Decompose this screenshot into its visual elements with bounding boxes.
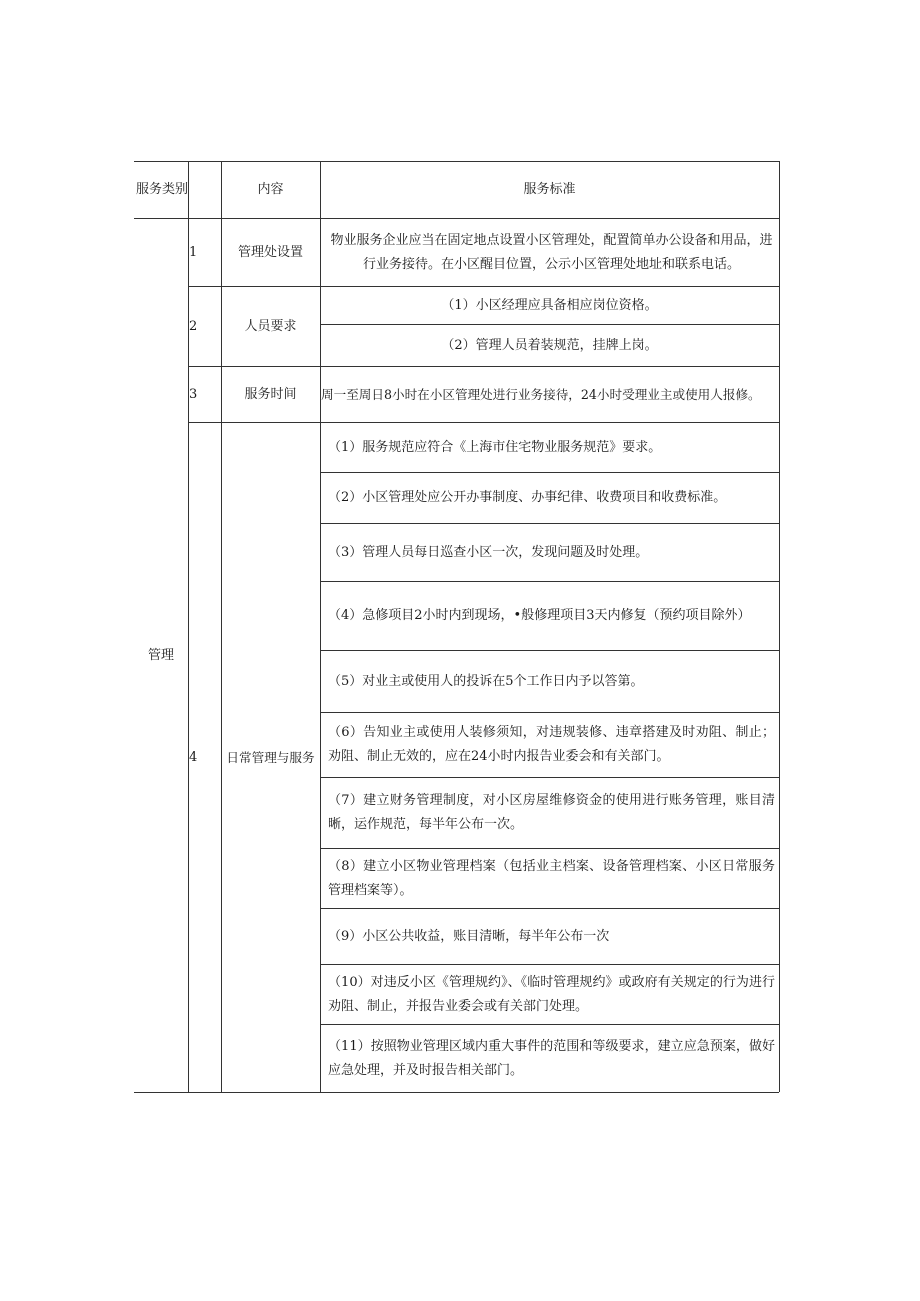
standard-text: （2）小区管理处应公开办事制度、办事纪律、收费项目和收费标准。 (328, 490, 727, 505)
category-label: 管理 (147, 647, 174, 663)
standard-text: （10）对违反小区《管理规约》、《临时管理规约》或政府有关规定的行为进行劝阻、制止，并报告业委会或有关部门处理。 (328, 974, 775, 1014)
standard-text: （1）服务规范应符合《上海市住宅物业服务规范》要求。 (328, 439, 662, 455)
row-number: 3 (189, 386, 198, 402)
header-category: 服务类别 (136, 182, 189, 197)
row-item: 人员要求 (244, 318, 297, 334)
standard-text: 周一至周日8小时在小区管理处进行业务接待，24小时受理业主或使用人报修。 (321, 386, 761, 402)
row-item: 管理处设置 (237, 244, 303, 260)
standard-text: （11）按照物业管理区域内重大事件的范围和等级要求，建立应急预案，做好应急处理，并及时报告相关部门。 (328, 1038, 775, 1078)
standard-text: （1）小区经理应具备相应岗位资格。 (441, 297, 658, 313)
standard-text: （9）小区公共收益，账目清晰，每半年公布一次 (328, 928, 610, 944)
column-rule (779, 161, 780, 1092)
header-content: 内容 (257, 182, 284, 197)
standard-text: （3）管理人员每日巡查小区一次，发现问题及时处理。 (328, 544, 649, 560)
standard-cell (320, 849, 779, 908)
standard-text: （8）建立小区物业管理档案（包括业主档案、设备管理档案、小区日常服务管理档案等）。 (328, 858, 775, 898)
header-standard: 服务标准 (523, 182, 576, 197)
standard-text: （6）告知业主或使用人装修须知，对违规装修、违章搭建及时劝阻、制止；劝阻、制止无效的，应在24小时内报告业委会和有关部门。 (328, 725, 775, 764)
table-bottom-rule (134, 1092, 779, 1093)
standard-text: （4）急修项目2小时内到现场，•般修理项目3天内修复（预约项目除外） (328, 608, 751, 623)
standard-cell (320, 965, 779, 1024)
standard-cell (320, 713, 779, 777)
standard-text: （2）管理人员着装规范，挂牌上岗。 (441, 337, 658, 353)
row-number: 4 (189, 749, 198, 765)
row-number: 1 (189, 244, 198, 260)
standard-text: （7）建立财务管理制度，对小区房屋维修资金的使用进行账务管理，账目清晰，运作规范，每半年公布一次。 (328, 793, 775, 832)
standard-text (320, 219, 779, 286)
standard-text: （5）对业主或使用人的投诉在5个工作日内予以答第。 (328, 673, 644, 689)
row-item: 服务时间 (244, 386, 297, 402)
standard-cell (320, 1025, 779, 1092)
standard-text: 物业服务企业应当在固定地点设置小区管理处，配置简单办公设备和用品，进行业务接待。在小区醒目位置，公示小区管理处地址和联系电话。 (330, 232, 773, 272)
row-number: 2 (189, 318, 198, 334)
standard-cell (320, 778, 779, 848)
row-item: 日常管理与服务 (226, 749, 315, 765)
